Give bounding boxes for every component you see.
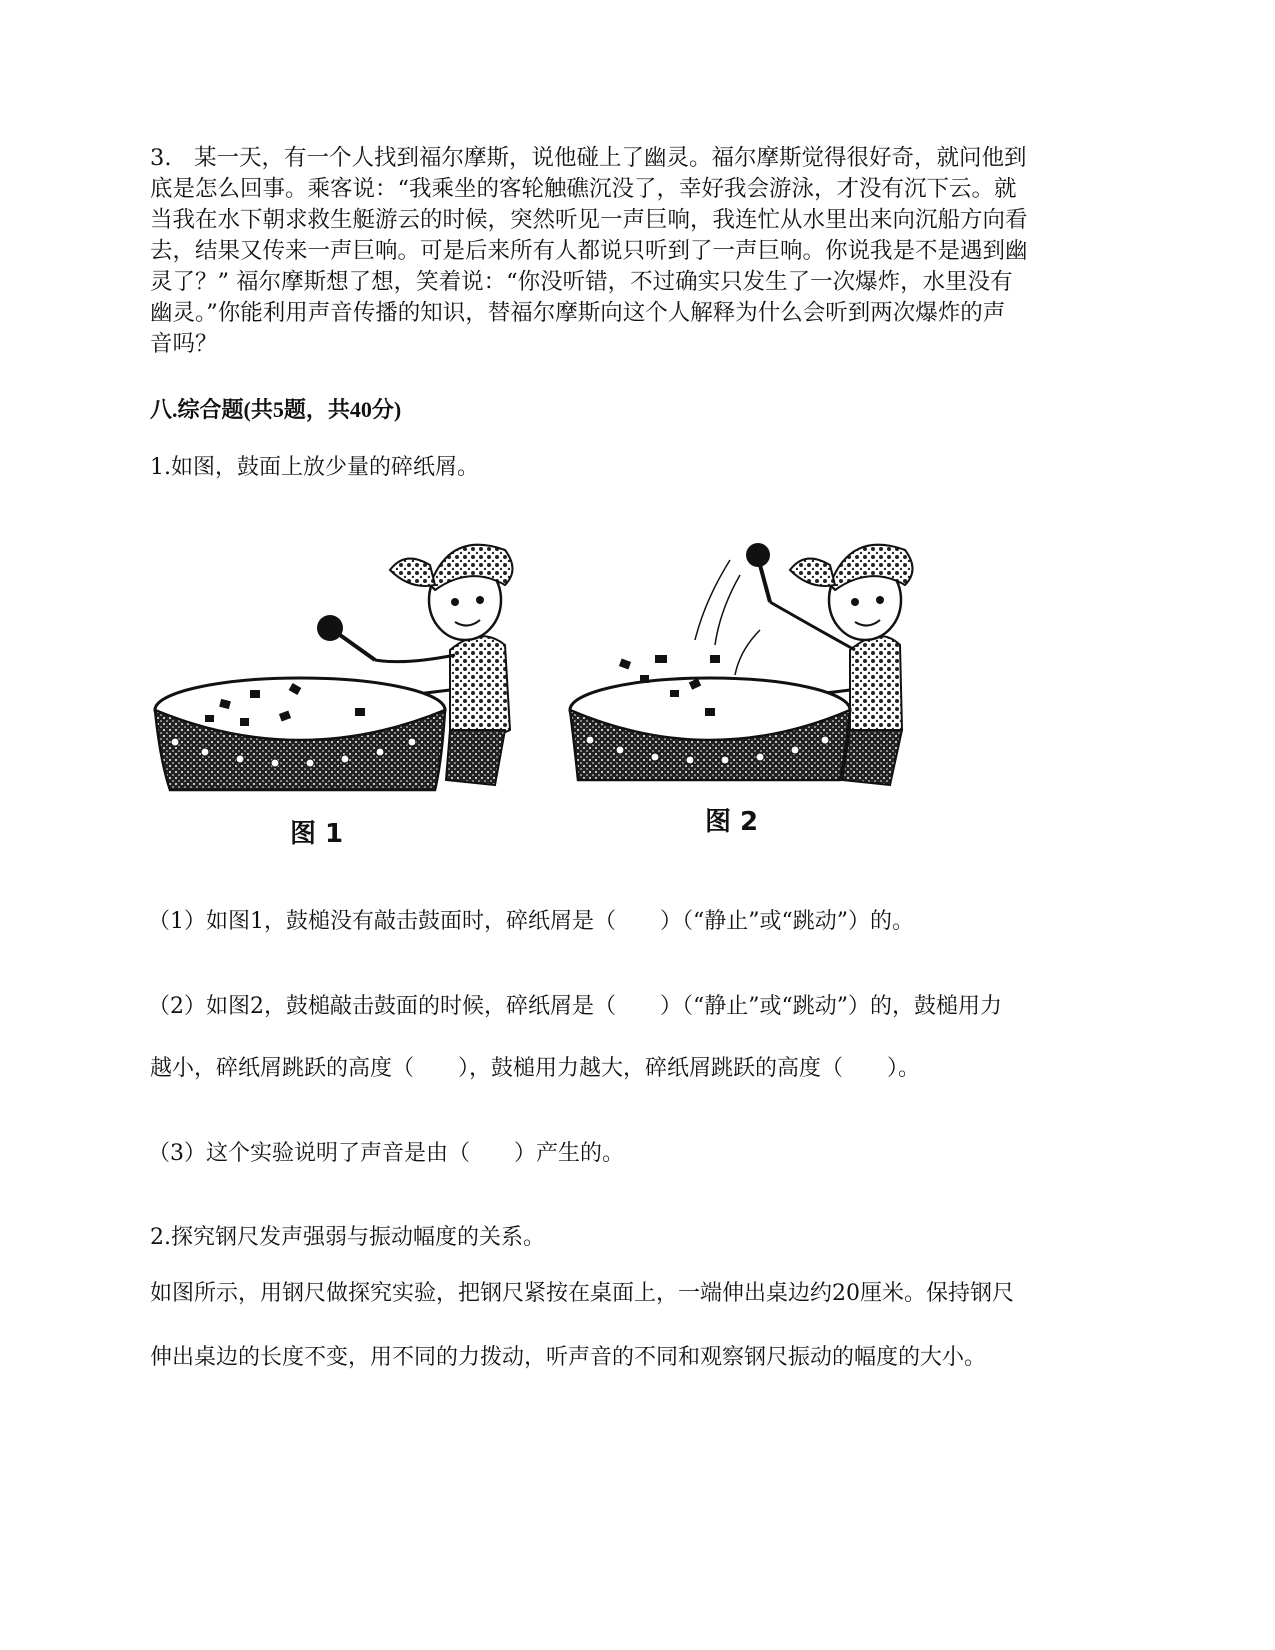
- q3-line-1: 3. 某一天，有一个人找到福尔摩斯，说他碰上了幽灵。福尔摩斯觉得很好奇，就问他到: [150, 145, 1027, 171]
- figure-1-caption: 图 1: [290, 819, 344, 849]
- problem-2-body-line-1: 如图所示，用钢尺做探究实验，把钢尺紧按在桌面上，一端伸出桌边约20厘米。保持钢尺: [150, 1281, 1014, 1306]
- q3-line-2: 底是怎么回事。乘客说：“我乘坐的客轮触礁沉没了，幸好我会游泳，才没有沉下云。就: [150, 176, 1017, 202]
- problem-1-stem: 1.如图，鼓面上放少量的碎纸屑。: [150, 455, 479, 480]
- problem-2-body-line-2: 伸出桌边的长度不变，用不同的力拨动，听声音的不同和观察钢尺振动的幅度的大小。: [150, 1345, 987, 1370]
- drum-figure: [150, 530, 920, 900]
- drum-illustration: [150, 530, 920, 900]
- figure-1-scene: [155, 545, 513, 790]
- problem-2-stem: 2.探究钢尺发声强弱与振动幅度的关系。: [150, 1225, 545, 1250]
- figure-2-caption: 图 2: [705, 807, 759, 837]
- problem-1-sub-1: （1）如图1，鼓槌没有敲击鼓面时，碎纸屑是（ ）（“静止”或“跳动”）的。: [148, 909, 914, 934]
- problem-1-sub-3: （3）这个实验说明了声音是由（ ）产生的。: [148, 1141, 624, 1166]
- q3-line-6: 幽灵。”你能利用声音传播的知识，替福尔摩斯向这个人解释为什么会听到两次爆炸的声: [150, 300, 1006, 326]
- q3-line-3: 当我在水下朝求救生艇游云的时候，突然听见一声巨响，我连忙从水里出来向沉船方向看: [150, 207, 1028, 233]
- problem-1-sub-2-line-2: 越小，碎纸屑跳跃的高度（ ），鼓槌用力越大，碎纸屑跳跃的高度（ ）。: [150, 1056, 921, 1081]
- figure-2-scene: [570, 543, 913, 785]
- q3-line-5: 灵了？” 福尔摩斯想了想，笑着说：“你没听错，不过确实只发生了一次爆炸，水里没有: [150, 269, 1013, 295]
- q3-line-4: 去，结果又传来一声巨响。可是后来所有人都说只听到了一声巨响。你说我是不是遇到幽: [150, 238, 1028, 264]
- problem-1-sub-2-line-1: （2）如图2，鼓槌敲击鼓面的时候，碎纸屑是（ ）（“静止”或“跳动”）的，鼓槌用力: [148, 994, 1002, 1019]
- section-heading: 八.综合题(共5题，共40分): [150, 397, 402, 422]
- q3-line-7: 音吗？: [150, 331, 218, 357]
